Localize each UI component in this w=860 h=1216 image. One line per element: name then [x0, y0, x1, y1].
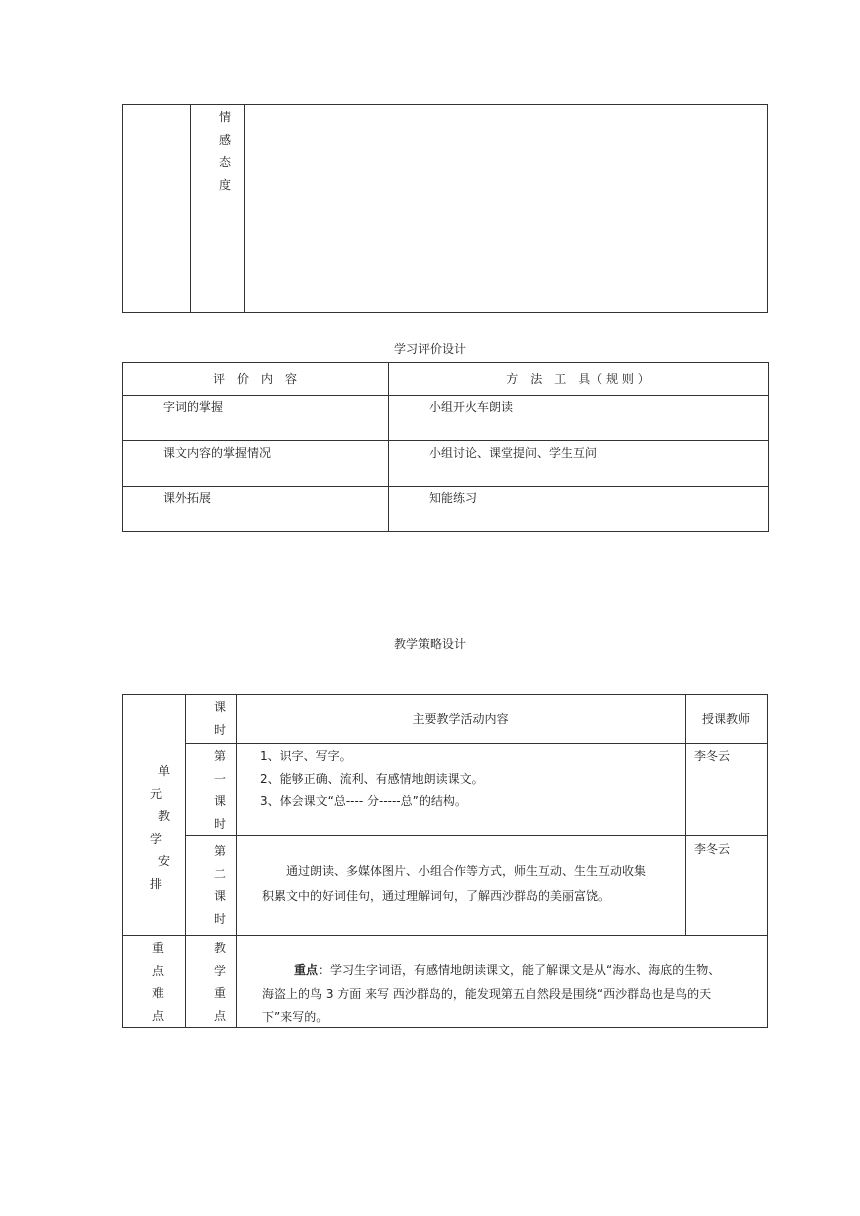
lesson-1-item: 3、体会课文“总---- 分-----总”的结构。: [260, 794, 467, 808]
lesson-1-period: 第 一 课 时: [213, 749, 226, 831]
eval-row-content: 课文内容的掌握情况: [163, 446, 272, 460]
lesson-2-teacher: 李冬云: [694, 842, 731, 856]
eval-row-method: 知能练习: [429, 491, 478, 505]
lesson-1-item: 2、能够正确、流利、有感情地朗读课文。: [260, 772, 484, 786]
lesson-1-teacher: 李冬云: [694, 749, 731, 763]
eval-header-tools: 方 法 工 具（ 规 则 ）: [506, 372, 650, 386]
key-point-line: 重点：学习生字词语，有感情地朗读课文，能了解课文是从“海水、海底的生物、: [294, 963, 721, 977]
key-point-label: 重点: [294, 963, 319, 977]
eval-row-content: 课外拓展: [163, 491, 212, 505]
teacher-header: 授课教师: [701, 712, 750, 726]
unit-arrangement-label: 单 元 教 学 安 排: [150, 764, 171, 891]
lesson-2-text: 通过朗读、多媒体图片、小组合作等方式，师生互动、生生互动收集: [286, 864, 647, 878]
activity-header: 主要教学活动内容: [412, 712, 509, 726]
eval-row-method: 小组讨论、课堂提问、学生互问: [429, 446, 598, 460]
strategy-section-title: 教学策略设计: [393, 637, 466, 651]
period-header: 课 时: [213, 700, 226, 737]
key-point-line: 下”来写的。: [262, 1010, 329, 1024]
key-point-line: 海盗上的鸟 3 方面 来写 西沙群岛的，能发现第五自然段是围绕“西沙群岛也是鸟的天: [262, 987, 712, 1001]
eval-row-method: 小组开火车朗读: [429, 400, 514, 414]
eval-header-content: 评 价 内 容: [212, 372, 297, 386]
eval-section-title: 学习评价设计: [393, 342, 466, 356]
lesson-2-period: 第 二 课 时: [213, 844, 226, 926]
lesson-1-item: 1、识字、写字。: [260, 749, 352, 763]
teaching-key-label: 教 学 重 点: [213, 941, 226, 1023]
key-difficult-label: 重 点 难 点: [151, 941, 164, 1023]
eval-row-content: 字词的掌握: [163, 400, 224, 414]
lesson-2-text: 积累文中的好词佳句，通过理解词句，了解西沙群岛的美丽富饶。: [262, 889, 611, 903]
emotion-attitude-label: 情 感 态 度: [218, 110, 231, 192]
